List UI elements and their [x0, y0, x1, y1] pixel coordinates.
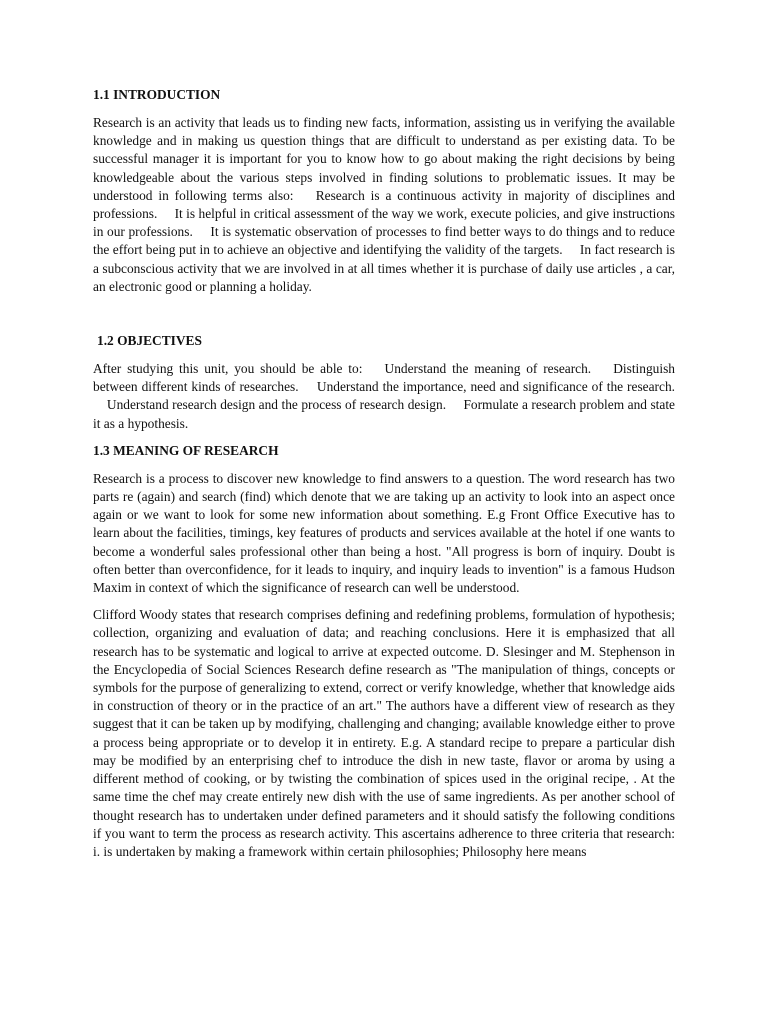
paragraph-introduction: Research is an activity that leads us to finding new facts, information, assisting us in verifying the available knowledge and in making us question things that are difficult to understand as per existing data. To be successful manager it is important for you to know how to go about making the right decisions by being knowledgeable about the various steps involved in finding solutions to problematic issues. It may be understood in following terms also: Research is a continuous activity in majority of disciplines and professions. It is helpful in critical assessment of the way we work, execute policies, and give instructions in our professions. It is systematic observation of processes to find better ways to do things and to reduce the effort being put in to achieve an objective and identifying the validity of the targets. In fact research is a subconscious activity that we are involved in at all times whether it is purchase of daily use articles , a car, an electronic good or planning a holiday. — [93, 115, 675, 294]
document-page — [93, 86, 675, 861]
heading-meaning-of-research: 1.3 MEANING OF RESEARCH — [93, 442, 279, 458]
paragraph-objectives: After studying this unit, you should be able to: Understand the meaning of research. Distinguish between different kinds of researches. Understand the importance, need and significance of the research. Understand research design and the process of research design. Formulate a research problem and state it as a hypothesis. — [93, 361, 675, 431]
heading-objectives: 1.2 OBJECTIVES — [97, 333, 202, 349]
paragraph-meaning-2: Clifford Woody states that research comprises defining and redefining problems, formulation of hypothesis; collection, organizing and evaluation of data; and reaching conclusions. Here it is emphasized that all research has to be systematic and logical to arrive at expected outcome. D. Slesinger and M. Stephenson in the Encyclopedia of Social Sciences Research define research as "The manipulation of things, concepts or symbols for the purpose of generalizing to extend, correct or verify knowledge, whether that knowledge aids in construction of theory or in the practice of an art." The authors have a different view of research as they suggest that it can be taken up by modifying, challenging and changing; available knowledge either to prove a process being appropriate or to develop it in entirety. E.g. A standard recipe to prepare a particular dish may be modified by an enterprising chef to introduce the dish in new taste, flavor or aroma by using a different method of cooking, or by twisting the combination of spices used in the original recipe, . At the same time the chef may create entirely new dish with the use of same ingredients. As per another school of thought research has to undertaken under defined parameters and it should satisfy the following conditions if you want to term the process as research activity. This ascertains adherence to three criteria that research: i. is undertaken by making a framework within certain philosophies; Philosophy here means — [93, 607, 675, 859]
paragraph-meaning-1: Research is a process to discover new knowledge to find answers to a question. The word research has two parts re (again) and search (find) which denote that we are taking up an activity to look into an aspect once again or we want to look for some new information about something. E.g Front Office Executive has to learn about the facilities, timings, key features of products and services available at the hotel if one wants to become a wonderful sales professional other than being a host. "All progress is born of inquiry. Doubt is often better than overconfidence, for it leads to inquiry, and inquiry leads to invention" is a famous Hudson Maxim in context of which the significance of research can well be understood. — [93, 470, 675, 596]
heading-introduction: 1.1 INTRODUCTION — [93, 87, 221, 102]
